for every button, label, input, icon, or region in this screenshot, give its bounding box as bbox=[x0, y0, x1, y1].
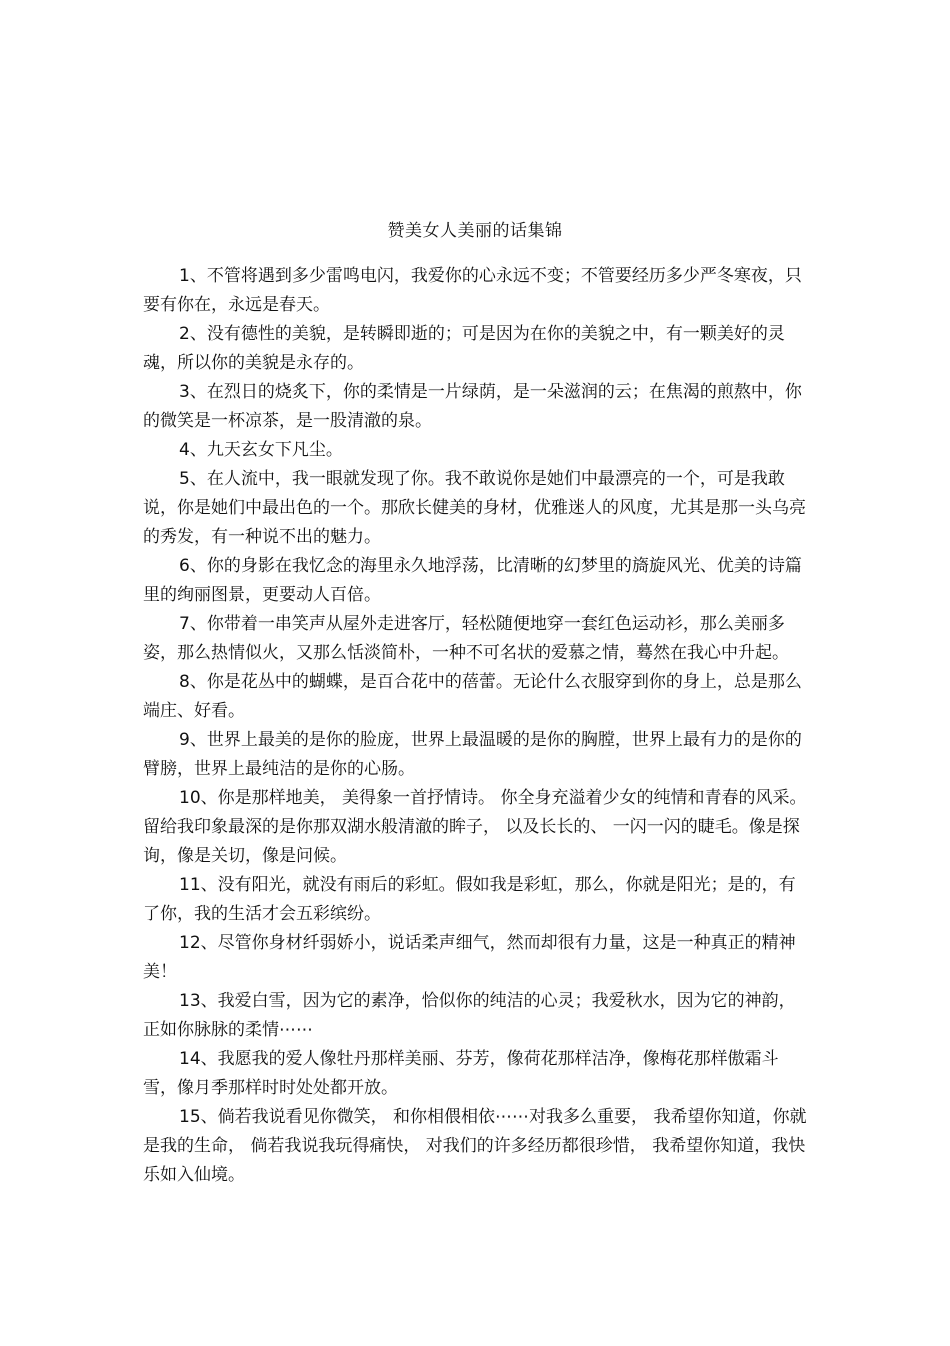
paragraph-14: 14、我愿我的爱人像牡丹那样美丽、芬芳，像荷花那样洁净，像梅花那样傲霜斗雪，像月季那样时时处处都开放。 bbox=[143, 1049, 779, 1098]
paragraph-9: 9、世界上最美的是你的脸庞，世界上最温暖的是你的胸膛，世界上最有力的是你的臂膀，世界上最纯洁的是你的心肠。 bbox=[143, 730, 802, 779]
paragraph-11: 11、没有阳光，就没有雨后的彩虹。假如我是彩虹，那么，你就是阳光；是的，有了你，我的生活才会五彩缤纷。 bbox=[143, 875, 796, 924]
paragraph-7: 7、你带着一串笑声从屋外走进客厅，轻松随便地穿一套红色运动衫，那么美丽多姿，那么热情似火，又那么恬淡简朴，一种不可名状的爱慕之情，蓦然在我心中升起。 bbox=[143, 614, 789, 663]
paragraph-6: 6、你的身影在我忆念的海里永久地浮荡，比清晰的幻梦里的旖旋风光、优美的诗篇里的绚丽图景，更要动人百倍。 bbox=[143, 556, 802, 605]
document-body bbox=[143, 262, 807, 1190]
paragraph-12: 12、尽管你身材纤弱娇小，说话柔声细气，然而却很有力量，这是一种真正的精神美！ bbox=[143, 933, 796, 982]
paragraph-1: 1、不管将遇到多少雷鸣电闪，我爱你的心永远不变；不管要经历多少严冬寒夜，只要有你在，永远是春天。 bbox=[143, 266, 802, 315]
paragraph-10: 10、你是那样地美， 美得象一首抒情诗。 你全身充溢着少女的纯情和青春的风采。留给我印象最深的是你那双湖水般清澈的眸子， 以及长长的、 一闪一闪的睫毛。像是探询，像是关切，像是问候。 bbox=[143, 788, 807, 866]
paragraph-13: 13、我爱白雪，因为它的素净，恰似你的纯洁的心灵；我爱秋水，因为它的神韵，正如你脉脉的柔情⋯⋯ bbox=[143, 991, 796, 1040]
paragraph-4: 4、九天玄女下凡尘。 bbox=[179, 440, 343, 460]
paragraph-5: 5、在人流中，我一眼就发现了你。我不敢说你是她们中最漂亮的一个，可是我敢说，你是她们中最出色的一个。那欣长健美的身材，优雅迷人的风度，尤其是那一头乌亮的秀发，有一种说不出的魅力。 bbox=[143, 469, 806, 547]
paragraph-15: 15、倘若我说看见你微笑， 和你相偎相依⋯⋯对我多么重要， 我希望你知道，你就是我的生命， 倘若我说我玩得痛快， 对我们的许多经历都很珍惜， 我希望你知道，我快乐如入仙境。 bbox=[143, 1107, 807, 1185]
paragraph-2: 2、没有德性的美貌，是转瞬即逝的；可是因为在你的美貌之中，有一颗美好的灵魂，所以你的美貌是永存的。 bbox=[143, 324, 785, 373]
document-title: 赞美女人美丽的话集锦 bbox=[387, 221, 563, 241]
paragraph-3: 3、在烈日的烧炙下，你的柔情是一片绿荫，是一朵滋润的云；在焦渴的煎熬中，你的微笑是一杯凉茶，是一股清澈的泉。 bbox=[143, 382, 802, 431]
paragraph-8: 8、你是花丛中的蝴蝶，是百合花中的蓓蕾。无论什么衣服穿到你的身上，总是那么端庄、好看。 bbox=[143, 672, 802, 721]
